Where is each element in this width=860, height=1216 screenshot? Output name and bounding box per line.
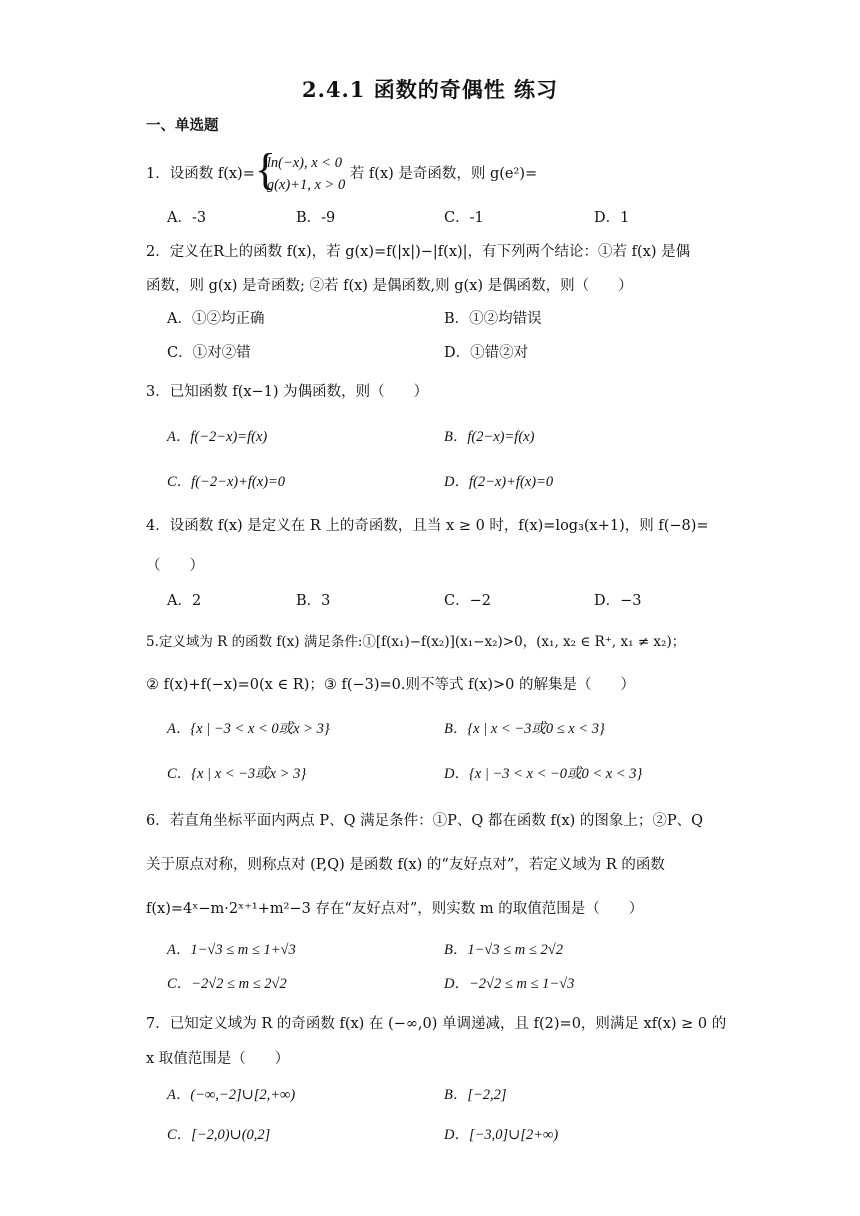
question-1-stem-a: 1．设函数 f(x)= xyxy=(146,166,255,182)
page-title: 2.4.1 函数的奇偶性 练习 xyxy=(301,77,559,102)
question-6-line-2: 关于原点对称，则称点对 (P,Q) 是函数 f(x) 的“友好点对”，若定义域为 R 的函数 xyxy=(146,857,665,873)
question-6-option-b: B．1−√3 ≤ m ≤ 2√2 xyxy=(444,942,563,958)
question-7-option-c: C．[−2,0)∪(0,2] xyxy=(167,1127,271,1143)
question-4-line-2: （ ） xyxy=(146,558,204,574)
piecewise-function xyxy=(254,145,346,196)
question-1-option-d: D．1 xyxy=(594,210,630,226)
question-6-option-a: A．1−√3 ≤ m ≤ 1+√3 xyxy=(167,942,296,958)
brace-icon: { xyxy=(254,145,276,194)
question-7-line-2: x 取值范围是（ ） xyxy=(146,1051,290,1067)
question-4-option-d: D．−3 xyxy=(594,593,642,609)
question-5-option-a: A．{x | −3 < x < 0或x > 3} xyxy=(167,721,330,737)
question-2-option-d: D．①错②对 xyxy=(444,345,529,361)
question-6-line-3: f(x)=4ˣ−m·2ˣ⁺¹+m²−3 存在“友好点对”，则实数 m 的取值范围是（ ） xyxy=(146,901,644,917)
question-4-option-c: C．−2 xyxy=(444,593,491,609)
question-4-line-1: 4．设函数 f(x) 是定义在 R 上的奇函数，且当 x ≥ 0 时，f(x)=log₃(x+1)，则 f(−8)= xyxy=(146,518,709,534)
question-6-line-1: 6．若直角坐标平面内两点 P、Q 满足条件：①P、Q 都在函数 f(x) 的图象上；②P、Q xyxy=(146,813,704,829)
question-5-option-c: C．{x | x < −3或x > 3} xyxy=(167,766,307,782)
question-6-option-d: D．−2√2 ≤ m ≤ 1−√3 xyxy=(444,976,575,992)
question-7-line-1: 7．已知定义域为 R 的奇函数 f(x) 在 (−∞,0) 单调递减，且 f(2)=0，则满足 xf(x) ≥ 0 的 xyxy=(146,1016,727,1032)
question-2-line-2: 函数，则 g(x) 是奇函数; ②若 f(x) 是偶函数,则 g(x) 是偶函数，则（ ） xyxy=(146,278,633,294)
question-2-option-c: C．①对②错 xyxy=(167,345,251,361)
section-heading: 一、单选题 xyxy=(146,117,219,134)
question-5-option-d: D．{x | −3 < x < −0或0 < x < 3} xyxy=(444,766,643,782)
question-1-option-b: B．-9 xyxy=(296,210,336,226)
question-7-option-d: D．[−3,0]∪[2+∞) xyxy=(444,1127,559,1143)
question-2-option-a: A．①②均正确 xyxy=(167,311,265,327)
question-3-option-c: C．f(−2−x)+f(x)=0 xyxy=(167,474,286,490)
question-3-option-b: B．f(2−x)=f(x) xyxy=(444,429,535,445)
question-1-stem-b: 若 f(x) 是奇函数，则 g(e²)= xyxy=(345,166,538,182)
question-7-option-b: B．[−2,2] xyxy=(444,1087,507,1103)
question-3-option-a: A．f(−2−x)=f(x) xyxy=(167,429,268,445)
question-6-option-c: C．−2√2 ≤ m ≤ 2√2 xyxy=(167,976,287,992)
question-4-option-b: B．3 xyxy=(296,593,331,609)
question-1-option-c: C．-1 xyxy=(444,210,484,226)
piece-row-1: ln(−x), x < 0 xyxy=(266,155,342,171)
question-7-option-a: A．(−∞,−2]∪[2,+∞) xyxy=(167,1087,296,1103)
question-5-option-b: B．{x | x < −3或0 ≤ x < 3} xyxy=(444,721,605,737)
piece-row-2: g(x)+1, x > 0 xyxy=(266,177,346,193)
question-5-line-2: ② f(x)+f(−x)=0(x ∈ R)；③ f(−3)=0.则不等式 f(x)>0 的解集是（ ） xyxy=(146,677,635,693)
question-1-option-a: A．-3 xyxy=(167,210,207,226)
question-2-line-1: 2．定义在R上的函数 f(x)，若 g(x)=f(|x|)−|f(x)|，有下列两个结论：①若 f(x) 是偶 xyxy=(146,244,691,260)
question-3-line-1: 3．已知函数 f(x−1) 为偶函数，则（ ） xyxy=(146,384,429,400)
question-4-option-a: A．2 xyxy=(167,593,202,609)
question-1-stem xyxy=(146,145,538,196)
question-5-line-1: 5.定义域为 R 的函数 f(x) 满足条件:①[f(x₁)−f(x₂)](x₁−x₂)>0，(x₁, x₂ ∈ R⁺, x₁ ≠ x₂)； xyxy=(146,634,686,650)
question-2-option-b: B．①②均错误 xyxy=(444,311,542,327)
question-3-option-d: D．f(2−x)+f(x)=0 xyxy=(444,474,554,490)
